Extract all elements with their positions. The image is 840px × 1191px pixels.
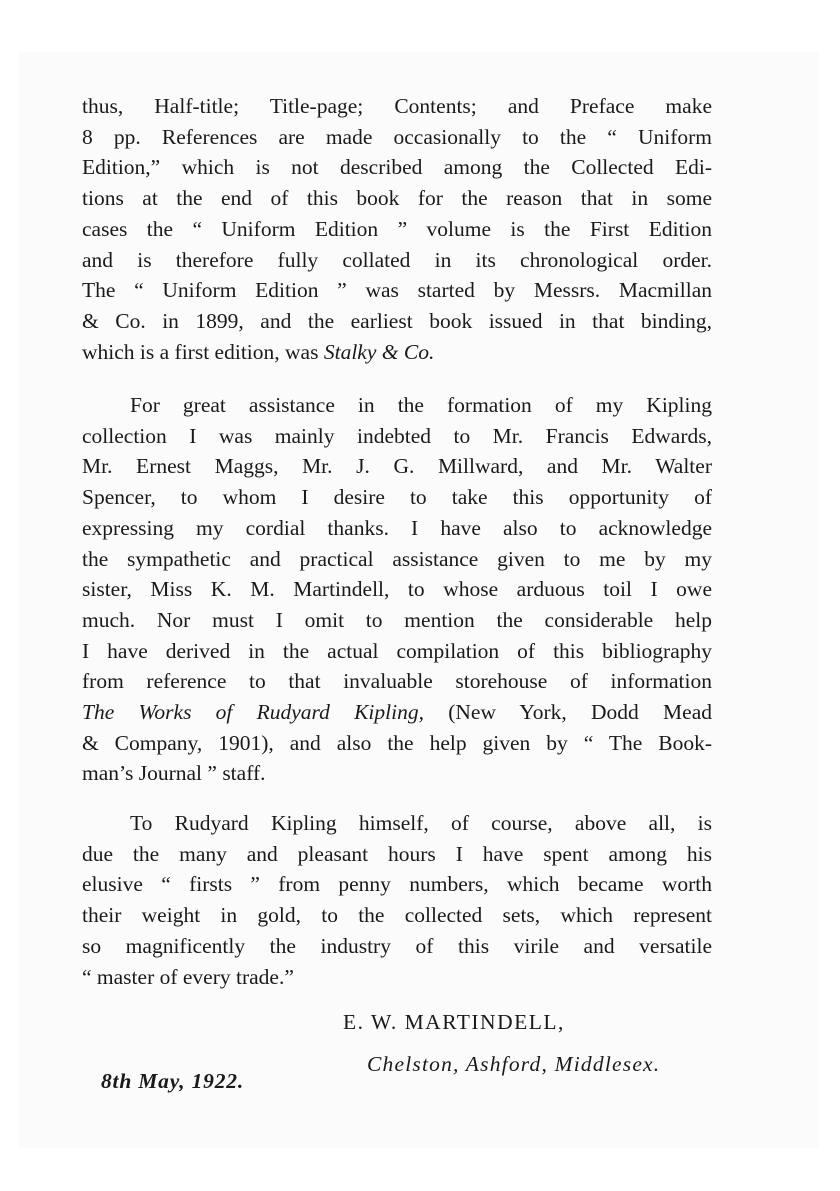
text-line: & Company, 1901), and also the help given by “ The Book- <box>82 730 712 755</box>
text-line: their weight in gold, to the collected sets, which represent <box>82 903 712 928</box>
author-address: Chelston, Ashford, Middlesex. <box>367 1052 661 1076</box>
text-line: tions at the end of this book for the reason that in some <box>82 186 712 211</box>
text-line: expressing my cordial thanks. I have also to acknowledge <box>82 515 712 540</box>
text-line: elusive “ firsts ” from penny numbers, which became worth <box>82 872 712 897</box>
text-line: 8 pp. References are made occasionally to the “ Uniform <box>82 124 712 149</box>
text-line: and is therefore fully collated in its chronological order. <box>82 247 712 272</box>
book-title-italic: The Works of Rudyard Kipling, <box>82 700 424 725</box>
paragraph-dedication <box>82 808 712 992</box>
text-plain: which is a first edition, was <box>82 339 324 364</box>
text-line: sister, Miss K. M. Martindell, to whose arduous toil I owe <box>82 577 712 602</box>
text-line: For great assistance in the formation of my Kipling <box>130 393 712 417</box>
text-line: thus, Half-title; Title-page; Contents; and Preface make <box>82 94 712 118</box>
text-line: I have derived in the actual compilation of this bibliography <box>82 638 712 663</box>
text-line: Edition,” which is not described among the Collected Edi- <box>82 155 712 180</box>
book-title-italic: Stalky & Co. <box>323 339 435 364</box>
text-line: The “ Uniform Edition ” was started by Messrs. Macmillan <box>82 278 712 303</box>
preface-date: 8th May, 1922. <box>101 1069 244 1093</box>
text-line: To Rudyard Kipling himself, of course, above all, is <box>130 811 712 835</box>
text-line-last: “ master of every trade.” <box>82 964 294 989</box>
text-line: Mr. Ernest Maggs, Mr. J. G. Millward, and Mr. Walter <box>82 454 712 479</box>
text-plain: (New York, Dodd Mead <box>423 700 712 725</box>
author-signature-name: E. W. MARTINDELL, <box>343 1010 565 1034</box>
text-line-last: man’s Journal ” staff. <box>82 761 266 786</box>
text-line: collection I was mainly indebted to Mr. Francis Edwards, <box>82 423 712 448</box>
text-line: & Co. in 1899, and the earliest book issued in that binding, <box>82 308 712 333</box>
text-line-last <box>82 337 712 368</box>
text-line: so magnificently the industry of this virile and versatile <box>82 933 712 958</box>
text-line: from reference to that invaluable storehouse of information <box>82 669 712 694</box>
text-line: the sympathetic and practical assistance given to me by my <box>82 546 712 571</box>
paragraph-acknowledgements <box>82 390 712 789</box>
text-line: much. Nor must I omit to mention the considerable help <box>82 607 712 632</box>
text-line: due the many and pleasant hours I have spent among his <box>82 841 712 866</box>
paragraph-references <box>82 91 712 367</box>
text-line: cases the “ Uniform Edition ” volume is the First Edition <box>82 216 712 241</box>
text-line-italic-title <box>82 697 712 728</box>
text-line: Spencer, to whom I desire to take this opportunity of <box>82 485 712 510</box>
